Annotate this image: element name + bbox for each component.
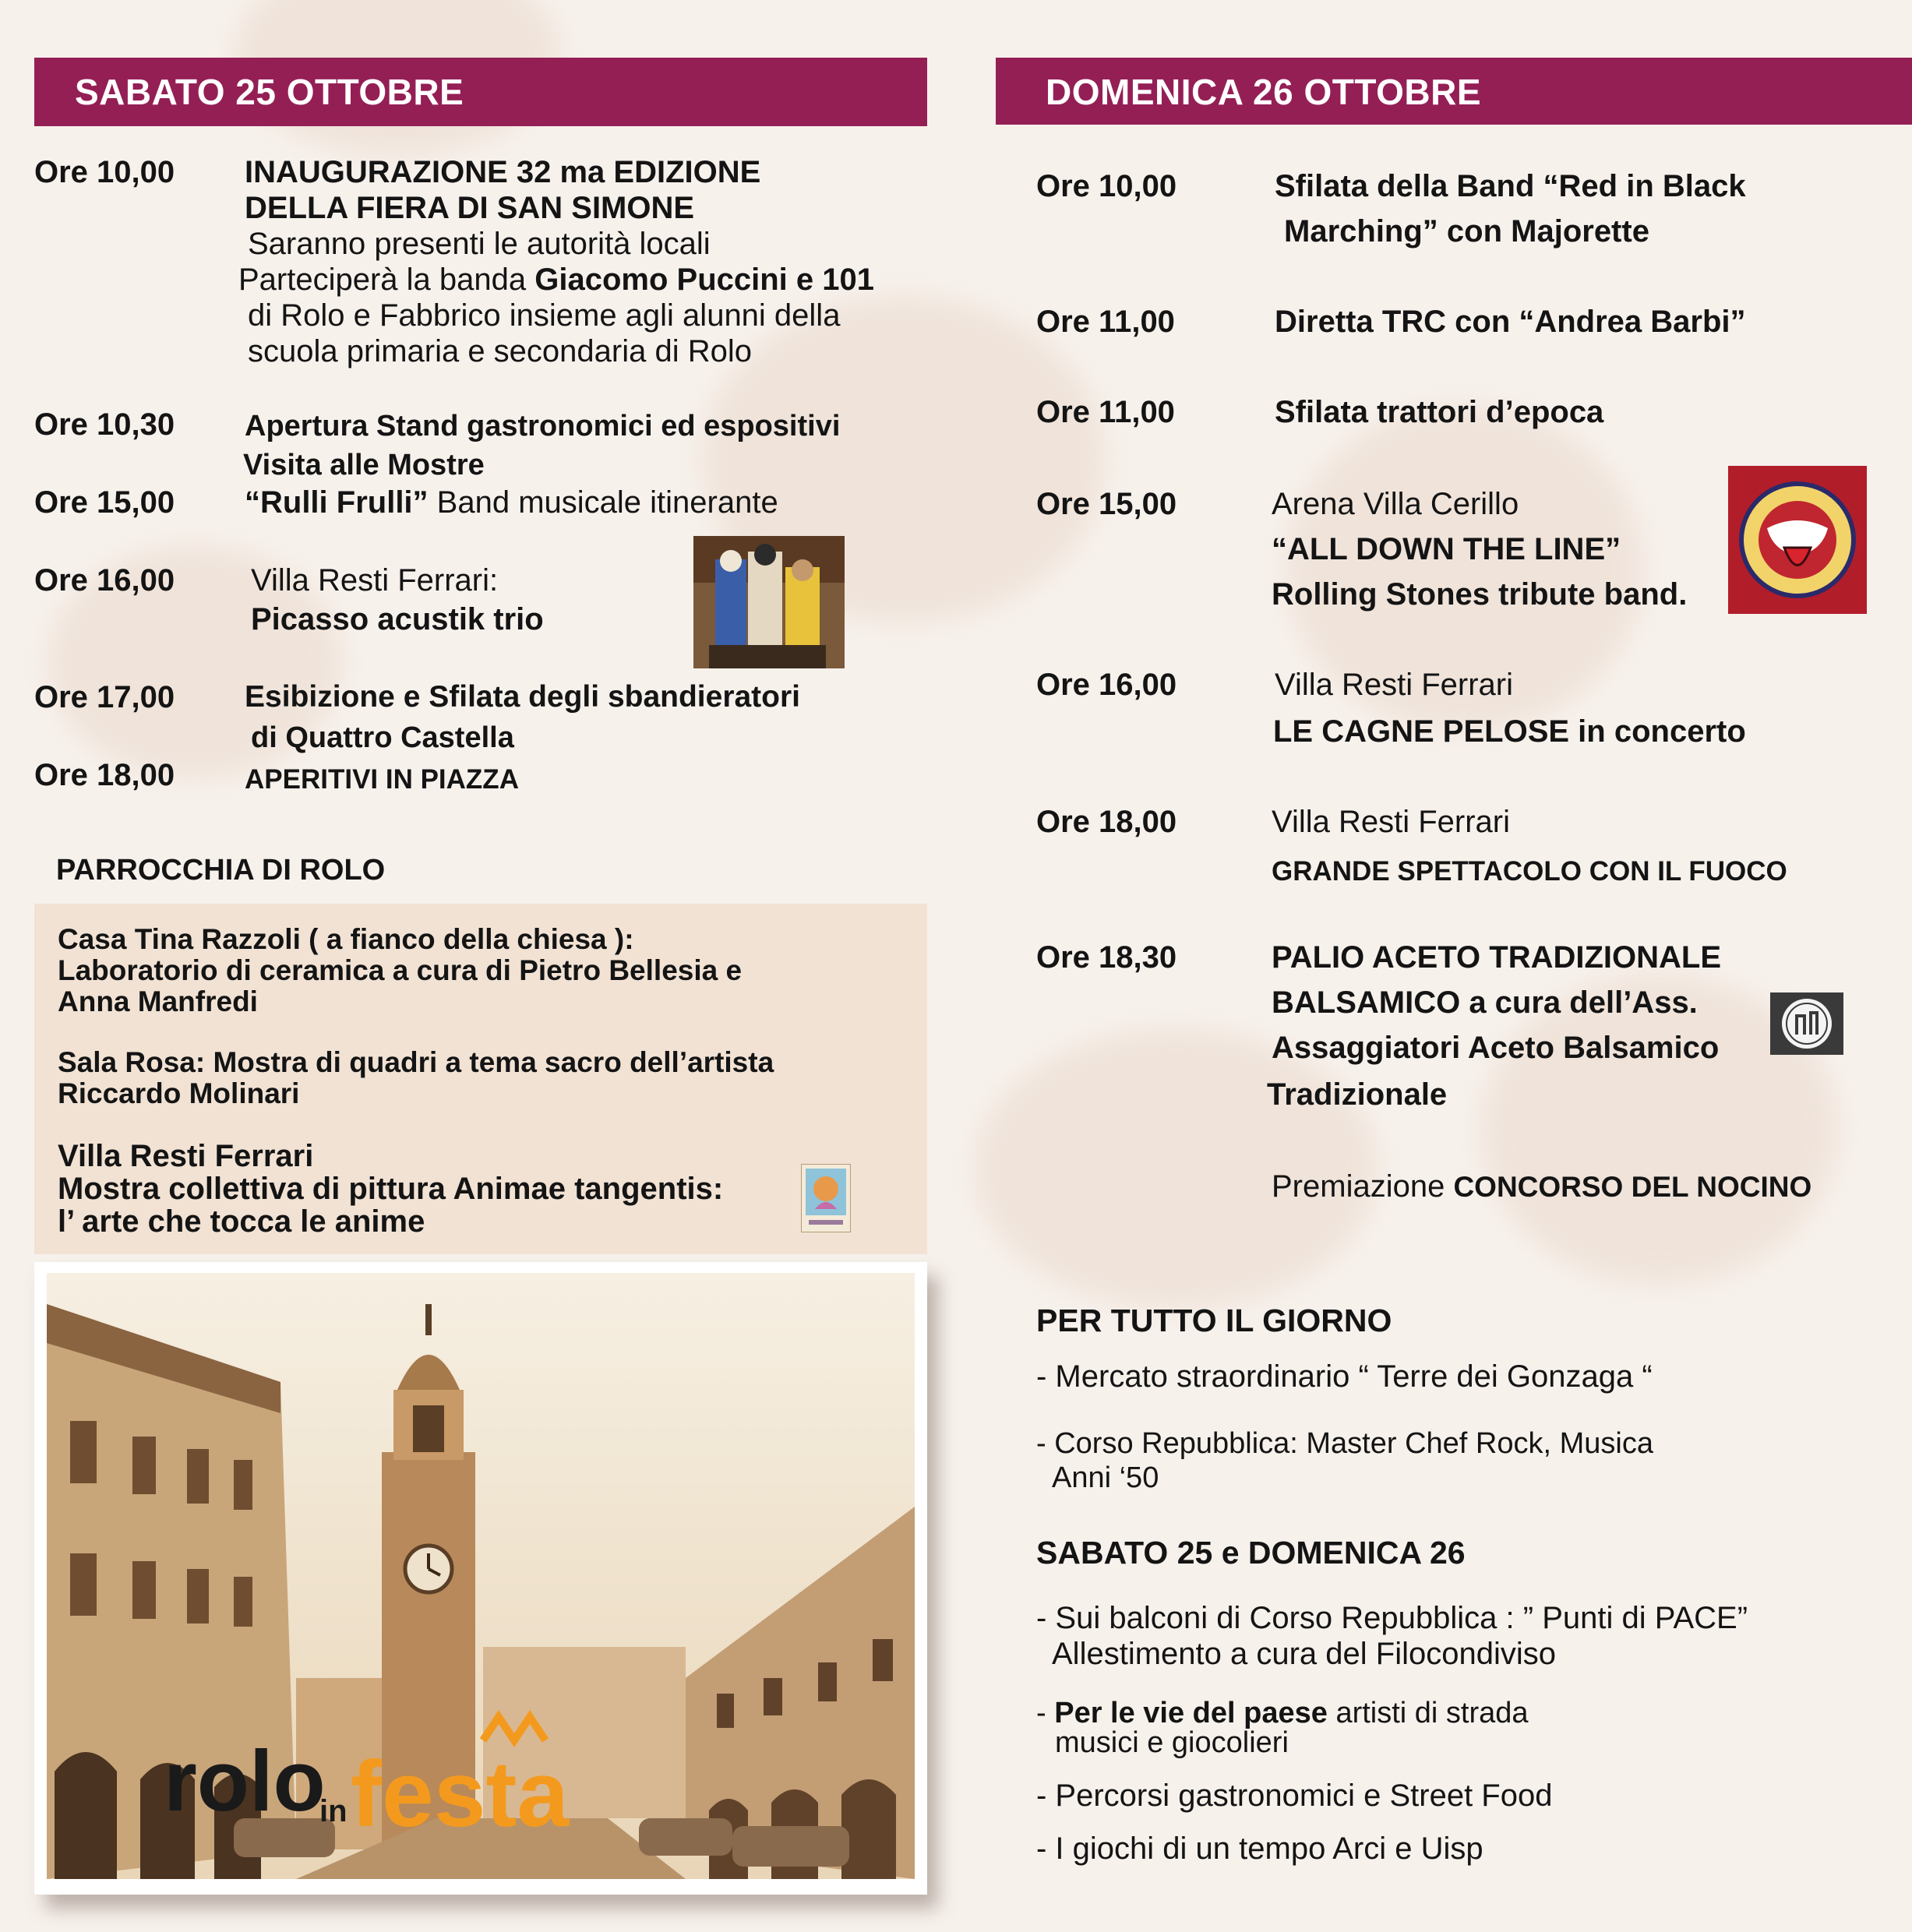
band-name: Giacomo Puccini e 101 xyxy=(534,263,875,297)
sunday-header: DOMENICA 26 OTTOBRE xyxy=(996,58,1912,125)
event-title: di Quattro Castella xyxy=(251,721,514,754)
parish-line: Anna Manfredi xyxy=(58,985,258,1017)
both-days-title: SABATO 25 e DOMENICA 26 xyxy=(1036,1535,1466,1571)
event-text-plain: artisti di strada xyxy=(1327,1697,1529,1729)
event-time: Ore 15,00 xyxy=(1036,487,1177,521)
picasso-painting-thumbnail xyxy=(693,536,845,668)
logo-rolo: rolo xyxy=(164,1733,326,1829)
event-title: Sfilata trattori d’epoca xyxy=(1275,395,1604,429)
event-title: Tradizionale xyxy=(1267,1077,1448,1112)
event-time: Ore 16,00 xyxy=(1036,668,1177,702)
logo-in: in xyxy=(319,1794,347,1828)
event-title: Apertura Stand gastronomici ed espositivi xyxy=(245,410,841,442)
event-text xyxy=(245,485,778,520)
event-title: Esibizione e Sfilata degli sbandieratori xyxy=(245,680,801,714)
both-days-item: - I giochi di un tempo Arci e Uisp xyxy=(1036,1832,1483,1866)
event-text: Villa Resti Ferrari xyxy=(1272,805,1510,839)
event-text xyxy=(238,262,874,298)
rolling-stones-tongue-logo xyxy=(1728,466,1867,614)
contest-name: CONCORSO DEL NOCINO xyxy=(1453,1171,1812,1203)
street-artists-highlight: Per le vie del paese xyxy=(1054,1697,1328,1729)
all-day-item: - Corso Repubblica: Master Chef Rock, Musica xyxy=(1036,1427,1653,1460)
event-time: Ore 18,30 xyxy=(1036,940,1177,975)
event-text: Saranno presenti le autorità locali xyxy=(248,227,711,261)
event-title: Sfilata della Band “Red in Black xyxy=(1275,169,1746,203)
band-name: “Rulli Frulli” xyxy=(245,485,429,520)
parish-line: Villa Resti Ferrari xyxy=(58,1139,314,1173)
event-title: LE CAGNE PELOSE in concerto xyxy=(1273,714,1746,749)
parish-line: l’ arte che tocca le anime xyxy=(58,1204,425,1239)
event-title: Picasso acustik trio xyxy=(251,602,544,636)
event-text-plain: Premiazione xyxy=(1272,1169,1454,1204)
event-time: Ore 16,00 xyxy=(34,563,175,598)
event-title: APERITIVI IN PIAZZA xyxy=(245,764,519,795)
event-time: Ore 15,00 xyxy=(34,485,175,520)
all-day-title: PER TUTTO IL GIORNO xyxy=(1036,1303,1392,1338)
event-text: Villa Resti Ferrari xyxy=(1275,668,1513,702)
parish-line: Riccardo Molinari xyxy=(58,1077,300,1109)
street-photo-frame xyxy=(34,1262,927,1895)
event-title: PALIO ACETO TRADIZIONALE xyxy=(1272,940,1722,975)
event-text xyxy=(248,298,840,333)
logo-festa: festa xyxy=(351,1742,570,1846)
event-title: Visita alle Mostre xyxy=(243,449,485,481)
bell-tower-street-photo xyxy=(47,1273,915,1879)
all-day-item: Anni ‘50 xyxy=(1052,1461,1159,1494)
saturday-header: SABATO 25 OTTOBRE xyxy=(34,58,927,126)
event-time: Ore 18,00 xyxy=(1036,805,1177,839)
event-time: Ore 18,00 xyxy=(34,758,175,792)
parish-line: Mostra collettiva di pittura Animae tangentis: xyxy=(58,1172,724,1206)
event-text xyxy=(1272,1169,1811,1205)
event-title: BALSAMICO a cura dell’Ass. xyxy=(1272,985,1698,1020)
event-title: Marching” con Majorette xyxy=(1284,214,1649,249)
both-days-item: - Sui balconi di Corso Repubblica : ” Punti di PACE” xyxy=(1036,1601,1748,1635)
bullet-dash: - xyxy=(1036,1697,1055,1729)
event-title: GRANDE SPETTACOLO CON IL FUOCO xyxy=(1272,856,1787,887)
event-title: Assaggiatori Aceto Balsamico xyxy=(1272,1031,1720,1065)
event-text: Arena Villa Cerillo xyxy=(1272,487,1519,521)
event-text-plain: Parteciperà la banda xyxy=(238,263,535,297)
event-text-plain: Band musicale itinerante xyxy=(428,485,778,520)
animae-tangentis-poster-thumbnail xyxy=(801,1164,851,1232)
aceto-balsamico-association-logo xyxy=(1770,992,1843,1055)
event-text-plain: insieme agli alunni della xyxy=(509,298,841,333)
parish-title: PARROCCHIA DI ROLO xyxy=(56,854,386,887)
event-time: Ore 11,00 xyxy=(1036,395,1175,429)
event-time: Ore 17,00 xyxy=(34,680,175,714)
parish-line: Sala Rosa: Mostra di quadri a tema sacro dell’artista xyxy=(58,1046,774,1078)
both-days-item: Allestimento a cura del Filocondiviso xyxy=(1052,1637,1556,1671)
event-text-plain: di Rolo e Fabbrico xyxy=(248,298,510,333)
event-title: DELLA FIERA DI SAN SIMONE xyxy=(245,191,695,225)
parish-box xyxy=(34,904,927,1254)
event-text: scuola primaria e secondaria di Rolo xyxy=(248,334,752,368)
parish-line: Laboratorio di ceramica a cura di Pietro Bellesia e xyxy=(58,954,743,986)
all-day-item: - Mercato straordinario “ Terre dei Gonzaga “ xyxy=(1036,1359,1653,1394)
both-days-item: musici e giocolieri xyxy=(1055,1726,1289,1759)
event-title: INAUGURAZIONE 32 ma EDIZIONE xyxy=(245,155,761,189)
event-text: Villa Resti Ferrari: xyxy=(251,563,499,598)
event-time: Ore 10,00 xyxy=(34,155,175,189)
both-days-item: - Percorsi gastronomici e Street Food xyxy=(1036,1779,1553,1813)
event-time: Ore 10,00 xyxy=(1036,169,1177,203)
parish-line: Casa Tina Razzoli ( a fianco della chiesa ): xyxy=(58,923,634,955)
event-title: Diretta TRC con “Andrea Barbi” xyxy=(1275,305,1746,339)
event-time: Ore 11,00 xyxy=(1036,305,1175,339)
event-title: “ALL DOWN THE LINE” xyxy=(1272,532,1621,566)
event-time: Ore 10,30 xyxy=(34,407,175,442)
event-title: Rolling Stones tribute band. xyxy=(1272,577,1688,612)
